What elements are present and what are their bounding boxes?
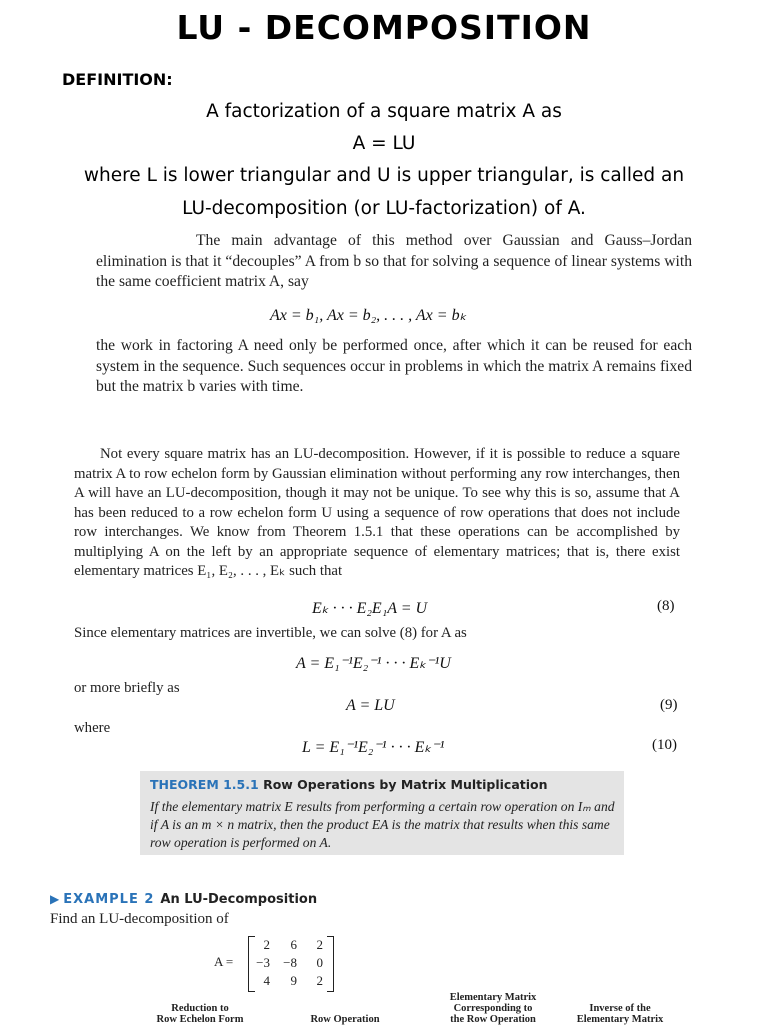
matrix-cell: −8 bbox=[283, 955, 297, 970]
matrix-cell: 4 bbox=[263, 973, 270, 988]
example-label: EXAMPLE 2 bbox=[63, 892, 155, 907]
equation-9-number: (9) bbox=[660, 697, 678, 713]
page-title: LU - DECOMPOSITION bbox=[176, 8, 592, 47]
definition-line-4: LU-decomposition (or LU-factorization) of A. bbox=[182, 198, 586, 219]
existence-paragraph: Not every square matrix has an LU-decomposition. However, if it is possible to reduce a square matrix A to row echelon form by Gaussian elimination without performing any row interchanges, then A will have an LU-decomposition, though it may not be unique. To see why this is so, assume that A has been reduced to a row echelon form U using a sequence of row operations that does not include row interchanges. We know from Theorem 1.5.1 that these operations can be accomplished by multiplying A on the left by an appropriate sequence of elementary matrices; that is, there exist elementary matrices E₁, E₂, . . . , Eₖ such that bbox=[74, 446, 680, 579]
column-header-row-operation: Row Operation bbox=[310, 1014, 380, 1025]
matrix-cell: 9 bbox=[290, 973, 297, 988]
theorem-body: If the elementary matrix E results from performing a certain row operation on Iₘ and if A is an m × n matrix, then the product EA is the matrix that results when this same row operation is performed on A. bbox=[150, 799, 615, 850]
matrix-cell: 2 bbox=[263, 937, 270, 952]
column-header-inverse: Inverse of the Elementary Matrix bbox=[576, 1003, 664, 1025]
briefly-sentence: or more briefly as bbox=[74, 680, 180, 696]
where-word: where bbox=[74, 720, 111, 736]
matrix-cell: −3 bbox=[256, 955, 270, 970]
equation-10-number: (10) bbox=[652, 737, 677, 753]
matrix-cell: 2 bbox=[316, 973, 323, 988]
definition-line-1: A factorization of a square matrix A as bbox=[206, 101, 562, 122]
column-header-reduction: Reduction to Row Echelon Form bbox=[156, 1003, 244, 1025]
theorem-box bbox=[140, 771, 624, 855]
equation-9: A = LU bbox=[346, 697, 395, 714]
invertible-sentence: Since elementary matrices are invertible, we can solve (8) for A as bbox=[74, 625, 467, 641]
equation-10: L = E₁⁻¹E₂⁻¹ · · · Eₖ⁻¹ bbox=[302, 739, 445, 756]
matrix-cell: 0 bbox=[316, 955, 323, 970]
equation-8: Eₖ · · · E₂E₁A = U bbox=[312, 600, 428, 617]
equation-8-number: (8) bbox=[657, 598, 675, 614]
linear-systems-equation: Ax = b₁, Ax = b₂, . . . , Ax = bₖ bbox=[270, 307, 467, 324]
reuse-paragraph: the work in factoring A need only be performed once, after which it can be reused for each system in the sequence. Such sequences occur in problems in which the matrix A remains fixed but the matrix b varies with time. bbox=[96, 337, 692, 395]
advantage-paragraph: The main advantage of this method over Gaussian and Gauss–Jordan elimination is that it “decouples” A from b so that for solving a sequence of linear systems with the same coefficient matrix A, say bbox=[96, 232, 692, 290]
theorem-title: Row Operations by Matrix Multiplication bbox=[263, 777, 548, 792]
column-header-elementary-matrix: Elementary Matrix Corresponding to the Row Operation bbox=[449, 992, 537, 1025]
matrix-cell: 6 bbox=[290, 937, 297, 952]
play-arrow-icon: ▶ bbox=[50, 892, 60, 906]
matrix-a bbox=[214, 934, 344, 992]
matrix-label: A = bbox=[214, 954, 234, 969]
theorem-heading bbox=[150, 777, 548, 792]
matrix-cell: 2 bbox=[316, 937, 323, 952]
definition-label: DEFINITION: bbox=[62, 70, 173, 89]
right-bracket bbox=[327, 936, 334, 992]
definition-line-2: A = LU bbox=[352, 133, 416, 154]
example-instruction: Find an LU-decomposition of bbox=[50, 911, 229, 927]
theorem-number: THEOREM 1.5.1 bbox=[150, 777, 259, 792]
example-heading bbox=[50, 892, 317, 907]
example-title: An LU-Decomposition bbox=[160, 892, 318, 907]
equation-a-inverse: A = E₁⁻¹E₂⁻¹ · · · Eₖ⁻¹U bbox=[296, 655, 451, 672]
definition-line-3: where L is lower triangular and U is upper triangular, is called an bbox=[83, 165, 685, 186]
